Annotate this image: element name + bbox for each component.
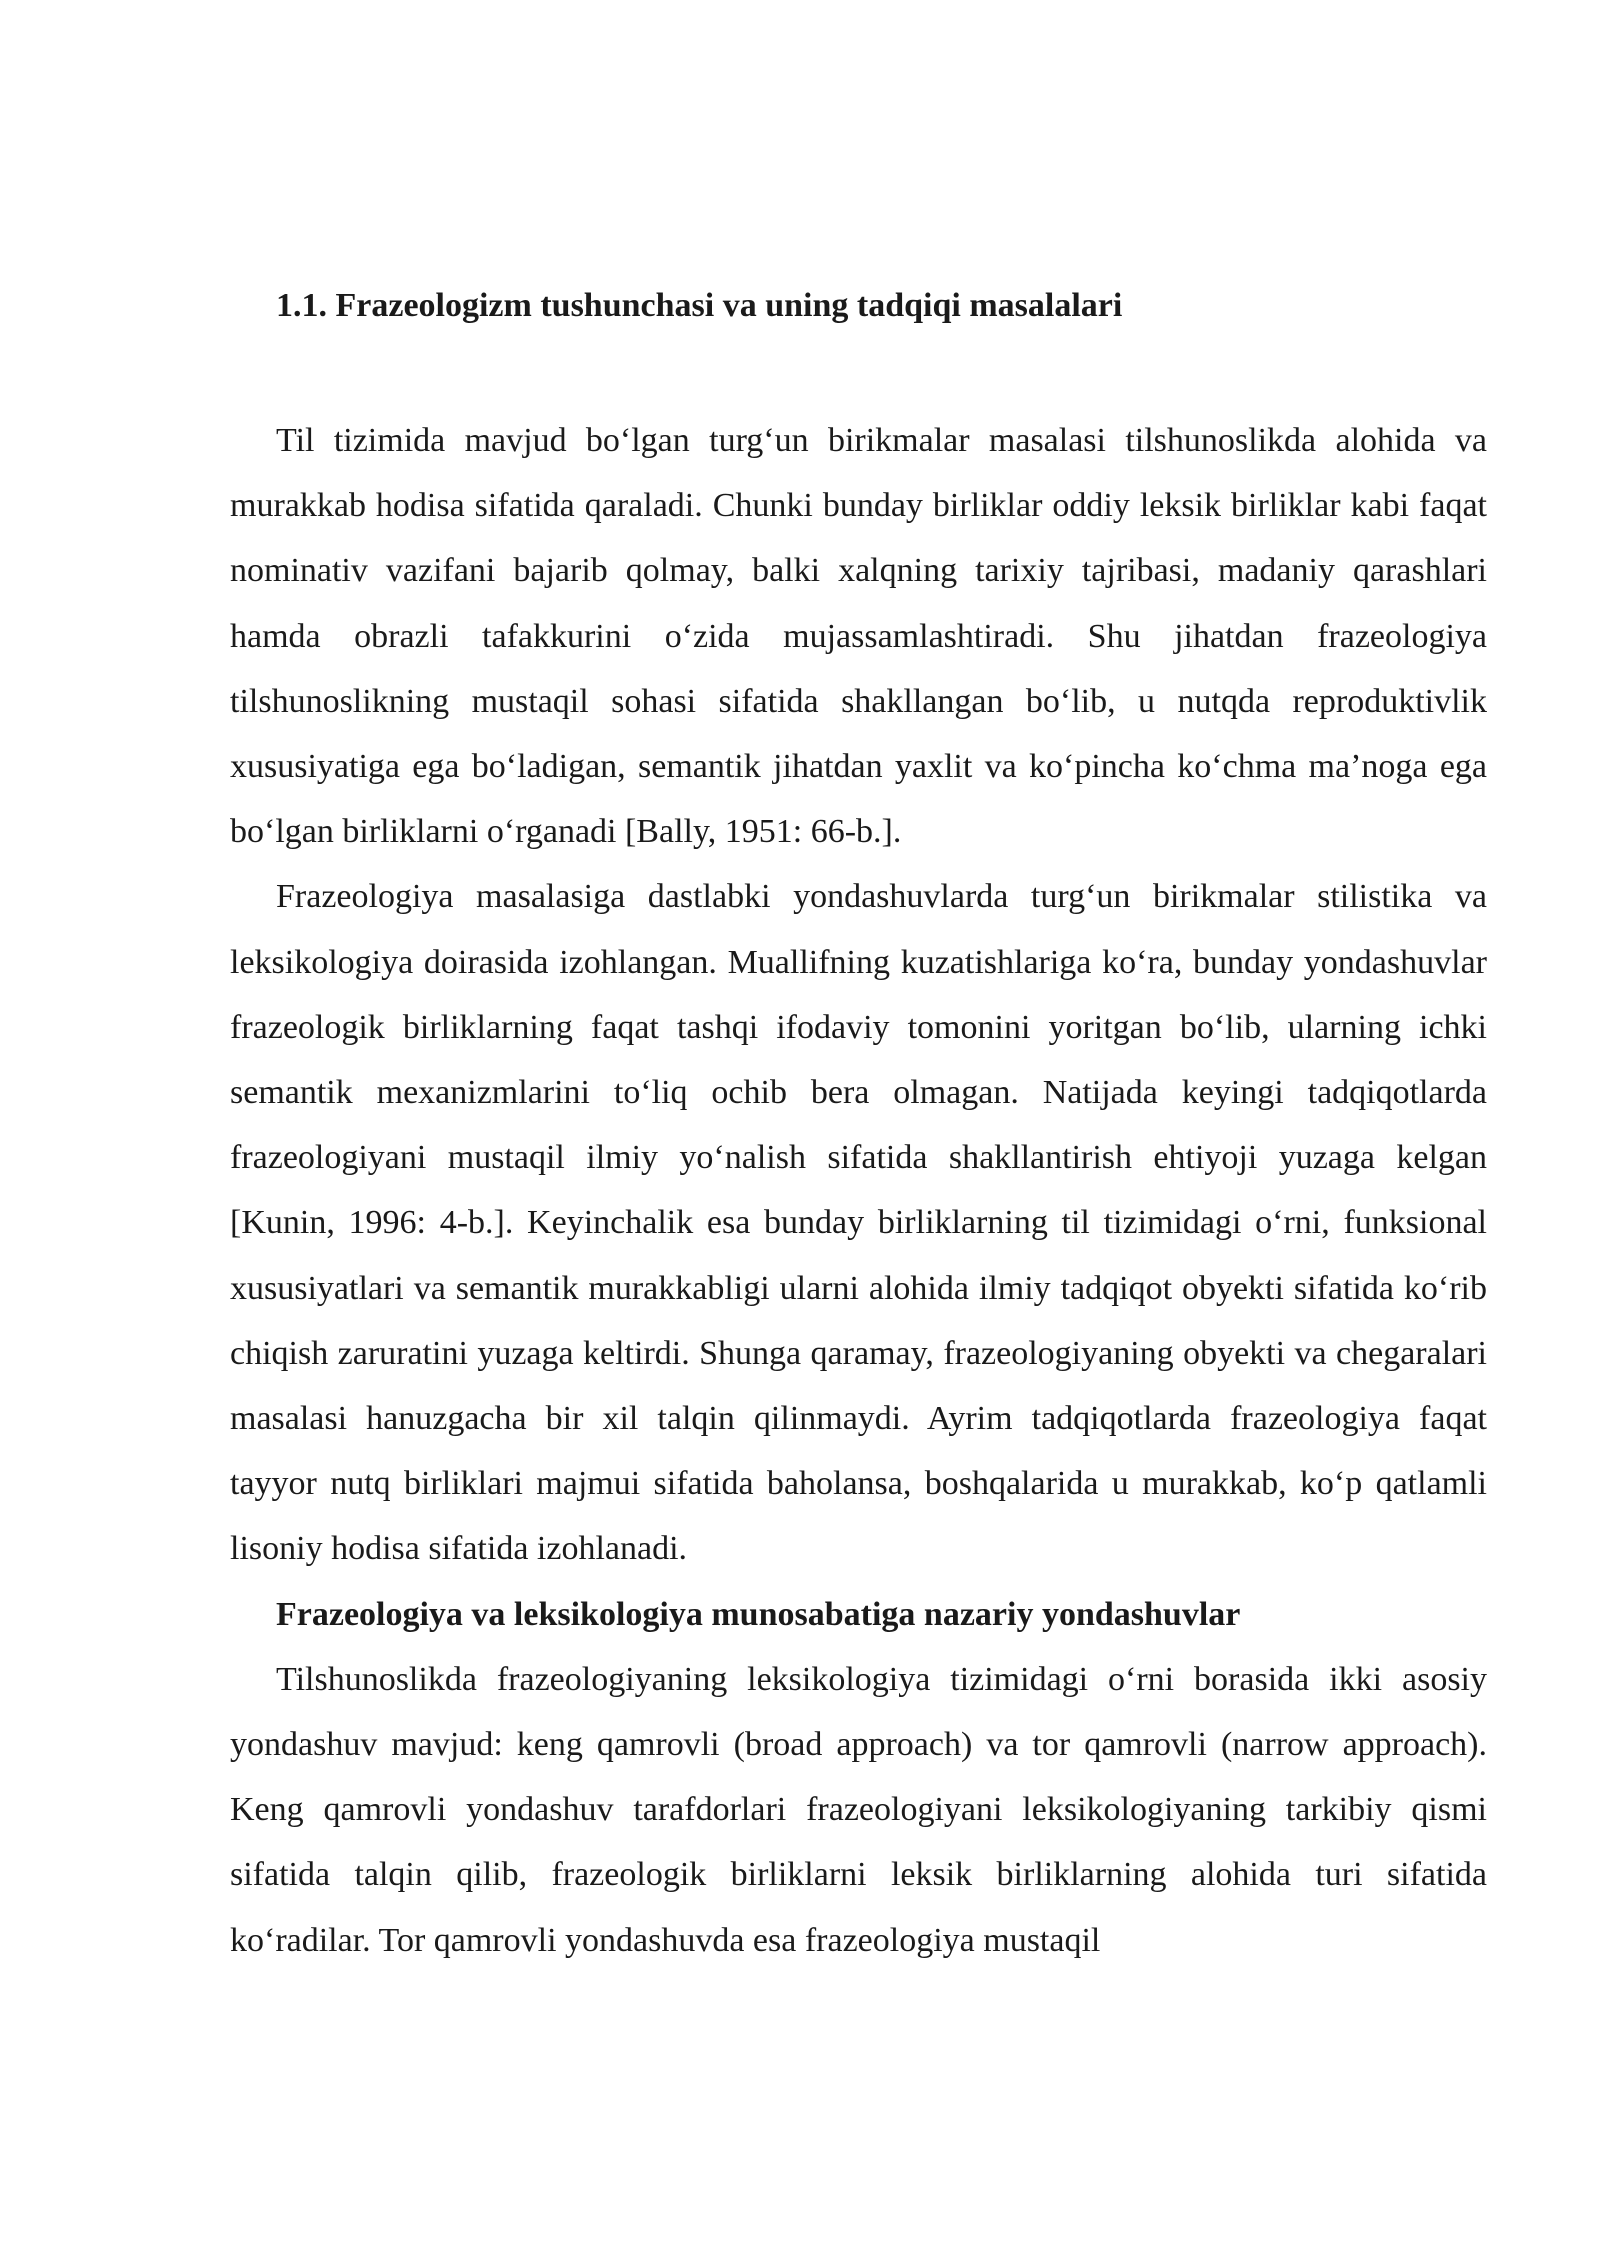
paragraph-3: Tilshunoslikda frazeologiyaning leksikologiya tizimidagi o‘rni borasida ikki asosiy yondashuv mavjud: keng qamrovli (broad approach) va tor qamrovli (narrow approach). Keng qamrovli yondashuv tarafdorlari frazeologiyani leksikologiyaning tarkibiy qismi sifatida talqin qilib, frazeologik birliklarni leksik birliklarning alohida turi sifatida ko‘radilar. Tor qamrovli yondashuvda esa frazeologiya mustaqil: [230, 1660, 1487, 1959]
paragraph-2: Frazeologiya masalasiga dastlabki yondashuvlarda turg‘un birikmalar stilistika va leksikologiya doirasida izohlangan. Muallifning kuzatishlariga ko‘ra, bunday yondashuvlar frazeologik birliklarning faqat tashqi ifodaviy tomonini yoritgan bo‘lib, ularning ichki semantik mexanizmlarini to‘liq ochib bera olmagan. Natijada keyingi tadqiqotlarda frazeologiyani mustaqil ilmiy yo‘nalish sifatida shakllantirish ehtiyoji yuzaga kelgan [Kunin, 1996: 4-b.]. Keyinchalik esa bunday birliklarning til tizimidagi o‘rni, funksional xususiyatlari va semantik murakkabligi ularni alohida ilmiy tadqiqot obyekti sifatida ko‘rib chiqish zaruratini yuzaga keltirdi. Shunga qaramay, frazeologiyaning obyekti va chegaralari masalasi hanuzgacha bir xil talqin qilinmaydi. Ayrim tadqiqotlarda frazeologiya faqat tayyor nutq birliklari majmui sifatida baholansa, boshqalarida u murakkab, ko‘p qatlamli lisoniy hodisa sifatida izohlanadi.: [230, 878, 1487, 1568]
page-content: [230, 278, 1487, 1973]
paragraph-1: Til tizimida mavjud bo‘lgan turg‘un birikmalar masalasi tilshunoslikda alohida va murakkab hodisa sifatida qaraladi. Chunki bunday birliklar oddiy leksik birliklar kabi faqat nominativ vazifani bajarib qolmay, balki xalqning tarixiy tajribasi, madaniy qarashlari hamda obrazli tafakkurini o‘zida mujassamlashtiradi. Shu jihatdan frazeologiya tilshunoslikning mustaqil sohasi sifatida shakllangan bo‘lib, u nutqda reproduktivlik xususiyatiga ega bo‘ladigan, semantik jihatdan yaxlit va ko‘pincha ko‘chma ma’noga ega bo‘lgan birliklarni o‘rganadi [Bally, 1951: 66-b.].: [230, 422, 1487, 851]
section-title: 1.1. Frazeologizm tushunchasi va uning tadqiqi masalalari: [276, 287, 1123, 324]
subheading: Frazeologiya va leksikologiya munosabatiga nazariy yondashuvlar: [276, 1595, 1241, 1633]
